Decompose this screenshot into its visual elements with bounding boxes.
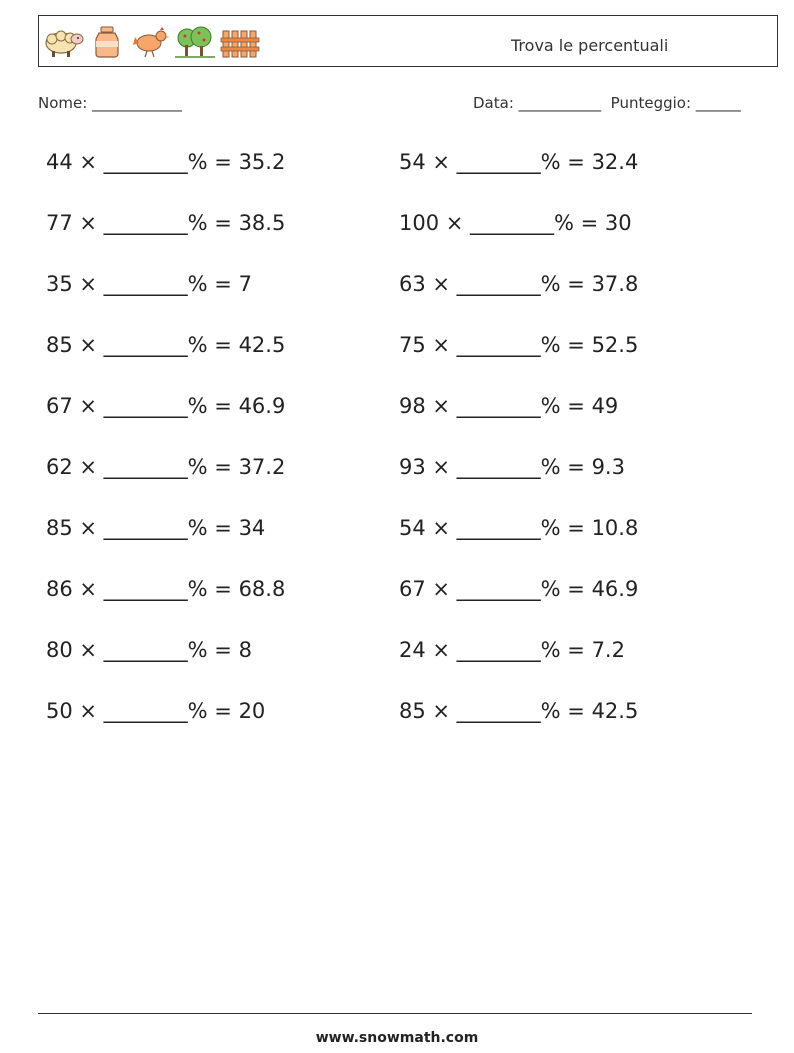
- problem-left-4: 85 × ________% = 42.5: [46, 333, 286, 357]
- problem-right-7: 54 × ________% = 10.8: [399, 516, 639, 540]
- problem-right-4: 75 × ________% = 52.5: [399, 333, 639, 357]
- problem-left-5: 67 × ________% = 46.9: [46, 394, 286, 418]
- problem-right-2: 100 × ________% = 30: [399, 211, 632, 235]
- problem-right-5: 98 × ________% = 49: [399, 394, 619, 418]
- date-score-field: Data: ___________ Punteggio: ______: [473, 94, 741, 112]
- problem-left-6: 62 × ________% = 37.2: [46, 455, 286, 479]
- problem-left-3: 35 × ________% = 7: [46, 272, 252, 296]
- problem-left-2: 77 × ________% = 38.5: [46, 211, 286, 235]
- problem-left-7: 85 × ________% = 34: [46, 516, 266, 540]
- fence-icon: [219, 25, 261, 59]
- sheep-icon: [43, 25, 85, 59]
- tree-icon: [173, 25, 217, 59]
- problem-right-10: 85 × ________% = 42.5: [399, 699, 639, 723]
- hen-icon: [129, 25, 171, 59]
- footer-divider: [38, 1013, 752, 1014]
- problem-right-6: 93 × ________% = 9.3: [399, 455, 625, 479]
- problem-left-10: 50 × ________% = 20: [46, 699, 266, 723]
- footer-site-link[interactable]: www.snowmath.com: [315, 1030, 479, 1046]
- worksheet-header: [38, 15, 778, 67]
- worksheet-title: Trova le percentuali: [511, 36, 669, 55]
- problem-right-8: 67 × ________% = 46.9: [399, 577, 639, 601]
- milk-jug-icon: [87, 25, 127, 59]
- name-field: Nome: ____________: [38, 94, 183, 112]
- problem-right-3: 63 × ________% = 37.8: [399, 272, 639, 296]
- problem-left-1: 44 × ________% = 35.2: [46, 150, 286, 174]
- header-icons: [43, 22, 261, 62]
- problem-right-9: 24 × ________% = 7.2: [399, 638, 625, 662]
- problem-left-9: 80 × ________% = 8: [46, 638, 252, 662]
- problem-left-8: 86 × ________% = 68.8: [46, 577, 286, 601]
- problem-right-1: 54 × ________% = 32.4: [399, 150, 639, 174]
